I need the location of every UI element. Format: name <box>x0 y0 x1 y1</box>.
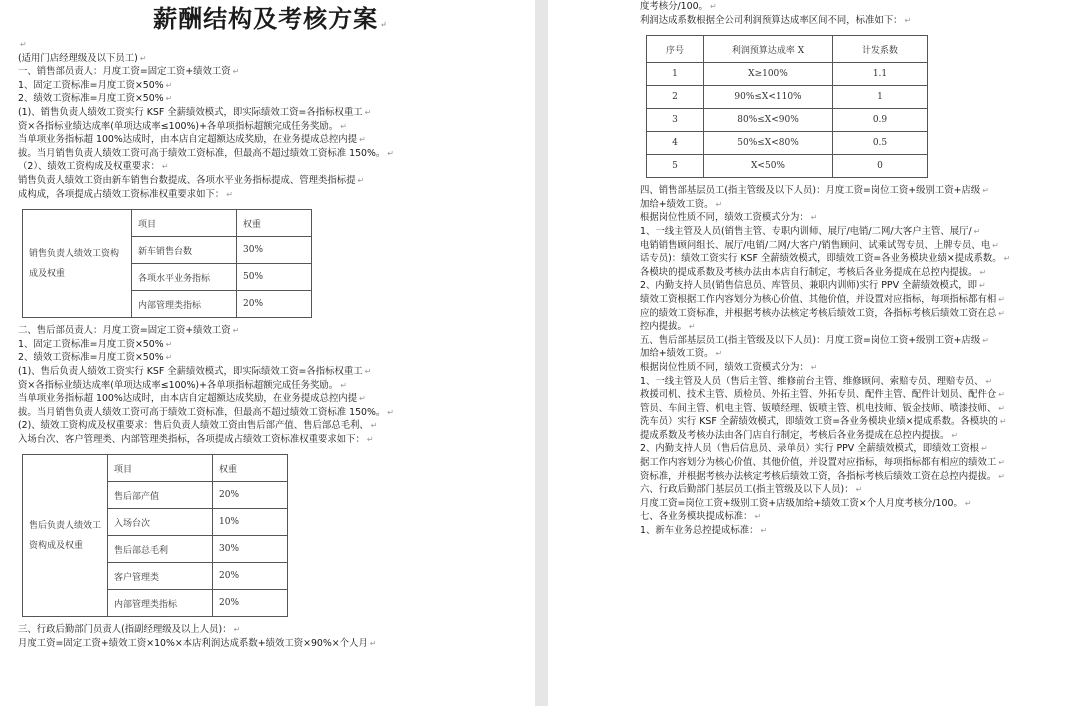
text-line-content: (1)、销售负责人绩效工资实行 KSF 全薪绩效模式，即实际绩效工资=各指标权重工 <box>18 106 363 118</box>
paragraph-mark: ↵ <box>165 94 173 104</box>
text-line-content: 电销销售顾问组长、展厅/电销/二网/大客户/销售顾问、试乘试驾专员、上牌专员、电 <box>640 239 991 251</box>
paragraph-mark: ↵ <box>982 335 989 345</box>
table-header-cell: 权重 <box>213 455 288 482</box>
section-two-text <box>18 324 523 446</box>
text-line <box>640 375 1074 389</box>
text-line <box>640 483 1074 497</box>
text-line-content: 提成系数及考核办法由各门店自行制定，考核后各业务提成在总控内提拔。 <box>640 429 950 441</box>
table-row-label: 售后负责人绩效工资构成及权重 <box>23 455 108 617</box>
table-cell: 50%≤X<80% <box>704 132 833 155</box>
table-cell: 3 <box>647 109 704 132</box>
text-line-content: 应的绩效工资标准，并根据考核办法核定考核后绩效工资，各指标考核后绩效工资在总 <box>640 307 997 319</box>
text-line-content: 2、内勤支持人员（售后信息员、录单员）实行 PPV 全薪绩效模式，即绩效工资根 <box>640 443 980 455</box>
text-line-content: 各模块的提成系数及考核办法由本店自行制定，考核后各业务提成在总控内提拔。 <box>640 266 978 278</box>
paragraph-mark: ↵ <box>364 107 372 117</box>
text-line-content: 入场台次、客户管理类、内部管理类指标，各项提成占绩效工资标准权重要求如下： <box>18 433 365 445</box>
text-line <box>18 419 523 433</box>
text-line-content: 度考核分/100。 <box>640 1 708 12</box>
paragraph-mark: ↵ <box>364 366 372 376</box>
text-line-content: 六、行政后勤部门基层员工(指主管级及以下人员)： <box>640 484 854 496</box>
table-header-cell: 利润预算达成率 X <box>704 36 833 63</box>
aftersales-weight-table <box>22 454 288 617</box>
text-line <box>640 293 1074 307</box>
paragraph-mark: ↵ <box>979 267 987 277</box>
paragraph-mark: ↵ <box>855 485 863 495</box>
table-cell: X<50% <box>704 155 833 178</box>
paragraph-mark: ↵ <box>357 175 365 185</box>
paragraph-mark: ↵ <box>366 434 374 444</box>
text-line-content: 根据岗位性质不同，绩效工资模式分为： <box>640 361 809 373</box>
paragraph-mark: ↵ <box>369 639 377 649</box>
table-header-cell: 计发系数 <box>833 36 928 63</box>
table-header-cell: 序号 <box>647 36 704 63</box>
paragraph-mark: ↵ <box>982 186 989 196</box>
paragraph-mark: ↵ <box>1003 254 1011 264</box>
text-line-content: 控内提拔。 <box>640 321 687 333</box>
paragraph-mark: ↵ <box>973 226 981 236</box>
table-cell: X≥100% <box>704 63 833 86</box>
text-line-content: 销售负责人绩效工资由新车销售台数提成、各项水平业务指标提成、管理类指标提 <box>18 174 356 186</box>
table-header-cell: 权重 <box>237 210 312 237</box>
paragraph-mark: ↵ <box>161 162 169 172</box>
table-cell: 各项水平业务指标 <box>132 264 237 291</box>
text-line <box>640 14 1074 28</box>
table-row-label: 销售负责人绩效工资构成及权重 <box>23 210 132 318</box>
text-line <box>640 266 1074 280</box>
text-line-content: 1、一线主管及人员(销售主管、专职内训师、展厅/电销/二网/大客户主管、展厅/ <box>640 225 972 237</box>
text-line <box>18 106 523 120</box>
paragraph-mark: ↵ <box>139 53 147 63</box>
document-page-right <box>548 0 1080 706</box>
text-line <box>18 188 523 202</box>
text-line <box>640 497 1074 511</box>
paragraph-mark: ↵ <box>387 148 394 158</box>
paragraph-mark: ↵ <box>688 322 696 332</box>
profit-coefficient-table-wrap <box>646 35 1074 178</box>
text-line <box>640 320 1074 334</box>
table-cell: 售后部总毛利 <box>108 536 213 563</box>
text-line <box>640 510 1074 524</box>
page-gutter <box>535 0 548 706</box>
paragraph-mark: ↵ <box>810 213 818 223</box>
paragraph-mark: ↵ <box>165 339 173 349</box>
text-line <box>18 392 523 406</box>
text-line <box>640 252 1074 266</box>
text-line <box>18 174 523 188</box>
table-cell: 0.9 <box>833 109 928 132</box>
right-page-content <box>640 0 1074 538</box>
text-line-content: 1、固定工资标准=月度工资×50% <box>18 79 164 91</box>
table-header-row <box>23 210 312 237</box>
paragraph-mark: ↵ <box>754 512 762 522</box>
text-line-content: 加给+绩效工资。 <box>640 198 714 210</box>
text-line <box>18 637 523 651</box>
text-line <box>18 120 523 134</box>
text-line <box>640 470 1074 484</box>
text-line <box>640 388 1074 402</box>
table-cell: 5 <box>647 155 704 178</box>
sales-weight-table <box>22 209 312 318</box>
table-cell: 20% <box>213 482 288 509</box>
text-line <box>640 239 1074 253</box>
text-line-content: 利润达成系数根据全公司利润预算达成率区间不同，标准如下： <box>640 14 903 26</box>
section-four-to-seven-text <box>640 184 1074 537</box>
table-row <box>647 132 928 155</box>
text-line <box>640 402 1074 416</box>
text-line <box>18 351 523 365</box>
text-line <box>640 0 1074 14</box>
text-line <box>640 307 1074 321</box>
table-cell: 0.5 <box>833 132 928 155</box>
table-cell: 入场台次 <box>108 509 213 536</box>
paragraph-mark: ↵ <box>709 2 717 11</box>
table-cell: 0 <box>833 155 928 178</box>
text-line <box>18 52 523 66</box>
table-cell: 20% <box>213 590 288 617</box>
table-header-cell: 项目 <box>108 455 213 482</box>
table-row <box>647 86 928 109</box>
table-row <box>647 155 928 178</box>
paragraph-mark: ↵ <box>951 430 959 440</box>
table-cell: 90%≤X<110% <box>704 86 833 109</box>
text-line <box>18 92 523 106</box>
text-line <box>640 347 1074 361</box>
table-cell: 80%≤X<90% <box>704 109 833 132</box>
text-line-content: 当单项业务指标超 100%达成时，由本店自定超额达成奖励，在业务提成总控内提 <box>18 134 358 146</box>
text-line <box>640 279 1074 293</box>
text-line-content: 月度工资=岗位工资+级别工资+店级加给+绩效工资×个人月度考核分/100。 <box>640 497 963 509</box>
table-cell: 10% <box>213 509 288 536</box>
table-cell: 售后部产值 <box>108 482 213 509</box>
paragraph-mark: ↵ <box>964 498 972 508</box>
text-line-content: 资×各指标业绩达成率(单项达成率≤100%)+各单项指标超额完成任务奖励。 <box>18 120 339 132</box>
text-line <box>640 524 1074 538</box>
table-cell: 20% <box>213 563 288 590</box>
table-cell: 新车销售台数 <box>132 237 237 264</box>
paragraph-mark: ↵ <box>715 349 723 359</box>
table-header-cell: 项目 <box>132 210 237 237</box>
paragraph-mark: ↵ <box>810 362 818 372</box>
text-line <box>640 225 1074 239</box>
table-cell: 内部管理类指标 <box>108 590 213 617</box>
table-cell: 客户管理类 <box>108 563 213 590</box>
text-line <box>18 65 523 79</box>
paragraph-mark: ↵ <box>165 80 173 90</box>
text-line <box>18 379 523 393</box>
section-three-text <box>18 623 523 650</box>
text-line-content: 1、新车业务总控提成标准： <box>640 525 759 537</box>
paragraph-mark: ↵ <box>232 326 240 336</box>
table-header-row <box>23 455 288 482</box>
paragraph-mark: ↵ <box>165 353 173 363</box>
text-line-content: 拔。当月销售负责人绩效工资可高于绩效工资标准，但最高不超过绩效工资标准 150%。 <box>18 406 386 418</box>
text-line-content: 资标准，并根据考核办法核定考核后绩效工资，各指标考核后绩效工资在总控内提拔。 <box>640 470 997 482</box>
paragraph-mark: ↵ <box>760 526 768 536</box>
paragraph-mark: ↵ <box>978 281 986 291</box>
paragraph-mark: ↵ <box>359 394 366 404</box>
paragraph-mark: ↵ <box>715 199 723 209</box>
paragraph-mark: ↵ <box>985 376 993 386</box>
table-cell: 1 <box>647 63 704 86</box>
text-line-content: 成构成，各项提成占绩效工资标准权重要求如下： <box>18 188 225 200</box>
paragraph-mark: ↵ <box>998 390 1005 400</box>
text-line-content: 三、行政后勤部门员责人(指副经理级及以上人员)： <box>18 624 232 636</box>
table-cell: 1 <box>833 86 928 109</box>
paragraph-mark: ↵ <box>370 421 378 431</box>
text-line-content: 2、绩效工资标准=月度工资×50% <box>18 352 164 364</box>
paragraph-mark: ↵ <box>387 407 394 417</box>
table-cell: 30% <box>237 237 312 264</box>
paragraph-mark: ↵ <box>226 189 233 199</box>
text-line-content: 据工作内容划分为核心价值、其他价值，并设置对应指标，每项指标都有相应的绩效工 <box>640 457 997 469</box>
text-line <box>640 334 1074 348</box>
text-line-content: 根据岗位性质不同，绩效工资模式分为： <box>640 212 809 224</box>
text-line-content: 二、售后部员责人：月度工资=固定工资+绩效工资 <box>18 325 231 337</box>
empty-paragraph: ↵ <box>20 40 27 49</box>
table-header-row <box>647 36 928 63</box>
text-line <box>640 429 1074 443</box>
text-line <box>18 133 523 147</box>
text-line-content: 管员、车间主管、机电主管、钣喷经理、钣喷主管、机电技师、钣金技师、喷漆技师、 <box>640 402 997 414</box>
table-cell: 4 <box>647 132 704 155</box>
paragraph-mark: ↵ <box>359 135 366 145</box>
text-line-content: 洗车员）实行 KSF 全薪绩效模式，即绩效工资=各业务模块业绩×提成系数。各模块的 <box>640 416 998 428</box>
text-line-content: 七、各业务模块提成标准： <box>640 511 753 523</box>
text-line-content: 2、内勤支持人员(销售信息员、库管员、兼职内训师)实行 PPV 全薪绩效模式，即 <box>640 280 977 292</box>
text-line-content: 资×各指标业绩达成率(单项达成率≤100%)+各单项指标超额完成任务奖励。 <box>18 379 339 391</box>
table-cell: 内部管理类指标 <box>132 291 237 318</box>
text-line-content: 一、销售部员责人：月度工资=固定工资+绩效工资 <box>18 66 231 78</box>
left-page-content <box>18 0 523 651</box>
paragraph-mark: ↵ <box>232 67 240 77</box>
paragraph-mark: ↵ <box>340 380 347 390</box>
text-line-content: (2)、绩效工资构成及权重要求：售后负责人绩效工资由售后部产值、售后部总毛利、 <box>18 420 369 432</box>
text-line <box>640 415 1074 429</box>
text-line <box>18 365 523 379</box>
paragraph-mark: ↵ <box>998 403 1005 413</box>
aftersales-weight-table-wrap <box>22 454 523 617</box>
table-row <box>647 63 928 86</box>
text-line-content: 2、绩效工资标准=月度工资×50% <box>18 93 164 105</box>
paragraph-mark: ↵ <box>981 444 988 454</box>
text-line <box>640 442 1074 456</box>
paragraph-mark: ↵ <box>904 15 912 25</box>
table-row <box>647 109 928 132</box>
document-page-left <box>0 0 535 706</box>
text-line <box>18 623 523 637</box>
text-line-content: 绩效工资根据工作内容划分为核心价值、其他价值，并设置对应指标，每项指标都有相 <box>640 293 997 305</box>
paragraph-mark: ↵ <box>998 458 1005 468</box>
sales-weight-table-wrap <box>22 209 523 318</box>
text-line <box>18 406 523 420</box>
text-line-content: 五、售后部基层员工(指主管级及以下人员)：月度工资=岗位工资+级别工资+店级 <box>640 334 981 346</box>
text-line-content: (适用门店经理级及以下员工) <box>18 52 138 64</box>
text-line <box>640 211 1074 225</box>
text-line-content: 救援司机、技术主管、质检员、外拓主管、外拓专员、配件主管、配件计划员、配件仓 <box>640 389 997 401</box>
text-line-content: 1、固定工资标准=月度工资×50% <box>18 338 164 350</box>
paragraph-mark: ↵ <box>992 240 999 250</box>
text-line-content: 拔。当月销售负责人绩效工资可高于绩效工资标准，但最高不超过绩效工资标准 150%。 <box>18 147 386 159</box>
table-cell: 1.1 <box>833 63 928 86</box>
text-line <box>640 361 1074 375</box>
text-line-content: 话专员)：绩效工资实行 KSF 全薪绩效模式，即绩效工资=各业务模块业绩×提成系数。 <box>640 253 1002 265</box>
table-cell: 30% <box>213 536 288 563</box>
profit-coefficient-table <box>646 35 928 178</box>
text-line <box>640 198 1074 212</box>
table-cell: 50% <box>237 264 312 291</box>
text-line-content: （2）、绩效工资构成及权重要求： <box>18 161 160 173</box>
text-line <box>18 79 523 93</box>
table-cell: 2 <box>647 86 704 109</box>
text-line <box>18 338 523 352</box>
text-line-content: 四、销售部基层员工(指主管级及以下人员)：月度工资=岗位工资+级别工资+店级 <box>640 185 981 197</box>
text-line <box>18 433 523 447</box>
text-line-content: 当单项业务指标超 100%达成时，由本店自定超额达成奖励，在业务提成总控内提 <box>18 393 358 405</box>
text-line-content: 1、一线主管及人员（售后主管、维修前台主管、维修顾问、索赔专员、理赔专员、 <box>640 375 984 387</box>
paragraph-mark: ↵ <box>999 417 1007 427</box>
text-line <box>18 324 523 338</box>
text-line <box>640 456 1074 470</box>
paragraph-mark: ↵ <box>998 294 1005 304</box>
text-line <box>18 147 523 161</box>
text-line-content: (1)、售后负责人绩效工资实行 KSF 全薪绩效模式，即实际绩效工资=各指标权重工 <box>18 365 363 377</box>
section-one-text <box>18 52 523 202</box>
table-cell: 20% <box>237 291 312 318</box>
text-line-content: 加给+绩效工资。 <box>640 348 714 360</box>
text-line-content: 月度工资=固定工资+绩效工资×10%×本店利润达成系数+绩效工资×90%×个人月 <box>18 638 368 650</box>
paragraph-mark: ↵ <box>998 471 1005 481</box>
page-title: 薪酬结构及考核方案 ↵ <box>153 4 388 33</box>
paragraph-mark: ↵ <box>998 308 1005 318</box>
profit-coefficient-text <box>640 0 1074 27</box>
text-line <box>640 184 1074 198</box>
paragraph-mark: ↵ <box>233 625 241 635</box>
paragraph-mark: ↵ <box>340 121 347 131</box>
text-line <box>18 160 523 174</box>
